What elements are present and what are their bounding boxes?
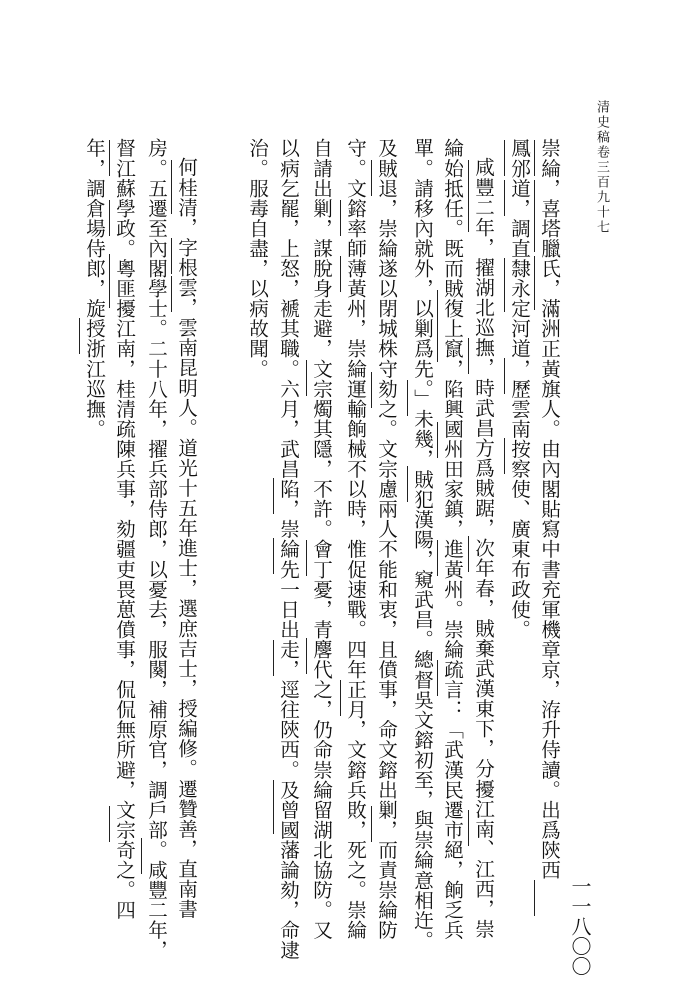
name-mark	[171, 160, 172, 214]
text-column: 自請出剿，謀脫身走避，文宗燭其隱，不許。會丁憂，青麐代之，仍命崇綸留湖北協防。又	[309, 138, 333, 940]
name-mark	[306, 360, 307, 396]
name-mark	[171, 276, 172, 312]
name-mark	[437, 422, 438, 458]
name-mark	[504, 258, 505, 312]
text-column: 及賊退，崇綸遂以閉城株守劾之。文宗慮兩人不能和衷，且僨事，命文鎔出剿，而責崇綸防	[374, 138, 398, 940]
name-mark	[109, 140, 110, 176]
text-column: 咸豐二年，擢湖北巡撫，時武昌方爲賊踞，次年春，賊棄武漢東下，分擾江南、江西，崇	[471, 157, 495, 939]
text-column: 以病乞罷，上怒，褫其職。六月，武昌陷，崇綸先一日出走，逕往陝西。及曾國藩論劾，命逮	[276, 138, 300, 961]
name-mark	[468, 536, 469, 572]
name-mark	[534, 256, 535, 310]
name-mark	[437, 290, 438, 362]
name-mark	[273, 538, 274, 574]
name-mark	[534, 140, 535, 176]
text-column: 督江蘇學政。粵匪擾江南，桂清疏陳兵事，劾疆吏畏葸僨事，侃侃無所避，文宗奇之。四	[112, 138, 136, 920]
name-mark	[504, 180, 505, 216]
name-mark	[407, 380, 408, 416]
name-mark	[109, 806, 110, 842]
name-mark	[340, 680, 341, 716]
text-column: 年，調倉場侍郎，旋授浙江巡撫。	[82, 138, 106, 439]
name-mark	[306, 540, 307, 576]
text-column: 綸始抵任。既而賊復上竄，陷興國州田家鎮，進黃州。崇綸疏言：「武漢民遷市絕，餉乏兵	[440, 138, 464, 940]
name-mark	[407, 466, 408, 502]
name-mark	[273, 478, 274, 514]
name-mark	[371, 806, 372, 842]
name-mark	[371, 372, 372, 408]
text-column: 單。請移內就外，以剿爲先。」未幾，賊犯漢陽，窺武昌。總督吳文鎔初至，與崇綸意相迕。	[410, 138, 434, 951]
name-mark	[340, 200, 341, 236]
text-column: 房。五遷至內閣學士。二十八年，擢兵部侍郎，以憂去，服闋，補原官，調戶部。咸豐二年，	[144, 138, 168, 961]
name-mark	[504, 140, 505, 176]
text-column: 治。服毒自盡，以病故聞。	[245, 138, 269, 379]
name-mark	[437, 540, 438, 576]
name-mark	[468, 338, 469, 374]
name-mark	[171, 238, 172, 274]
name-mark	[79, 318, 80, 354]
name-mark	[109, 254, 110, 308]
name-mark	[306, 638, 307, 674]
name-mark	[468, 160, 469, 232]
name-mark	[468, 810, 469, 846]
name-mark	[504, 438, 505, 474]
name-mark	[273, 780, 274, 834]
text-column: 崇綸，喜塔臘氏，滿洲正黃旗人。由內閣貼寫中書充軍機章京，洊升侍讀。出爲陝西	[537, 138, 561, 880]
name-mark	[109, 200, 110, 236]
text-column: 鳳邠道，調直隸永定河道，歷雲南按察使、廣東布政使。	[507, 138, 531, 640]
running-title: 清史稿卷三百九十七	[594, 100, 609, 235]
name-mark	[504, 358, 505, 394]
text-column: 守。文鎔率師薄黃州，崇綸運輸餉械不以時，惟促速戰。四年正月，文鎔兵敗，死之。崇綸	[343, 138, 367, 940]
name-mark	[534, 880, 535, 916]
page-number: 一一八〇〇	[568, 876, 592, 976]
name-mark	[534, 180, 535, 252]
name-mark	[437, 660, 438, 696]
name-mark	[273, 640, 274, 676]
name-mark	[371, 160, 372, 196]
name-mark	[141, 838, 142, 874]
text-column: 何桂清，字根雲，雲南昆明人。道光十五年進士，選庶吉士，授編修。遷贊善，直南書	[174, 157, 198, 919]
name-mark	[340, 256, 341, 292]
